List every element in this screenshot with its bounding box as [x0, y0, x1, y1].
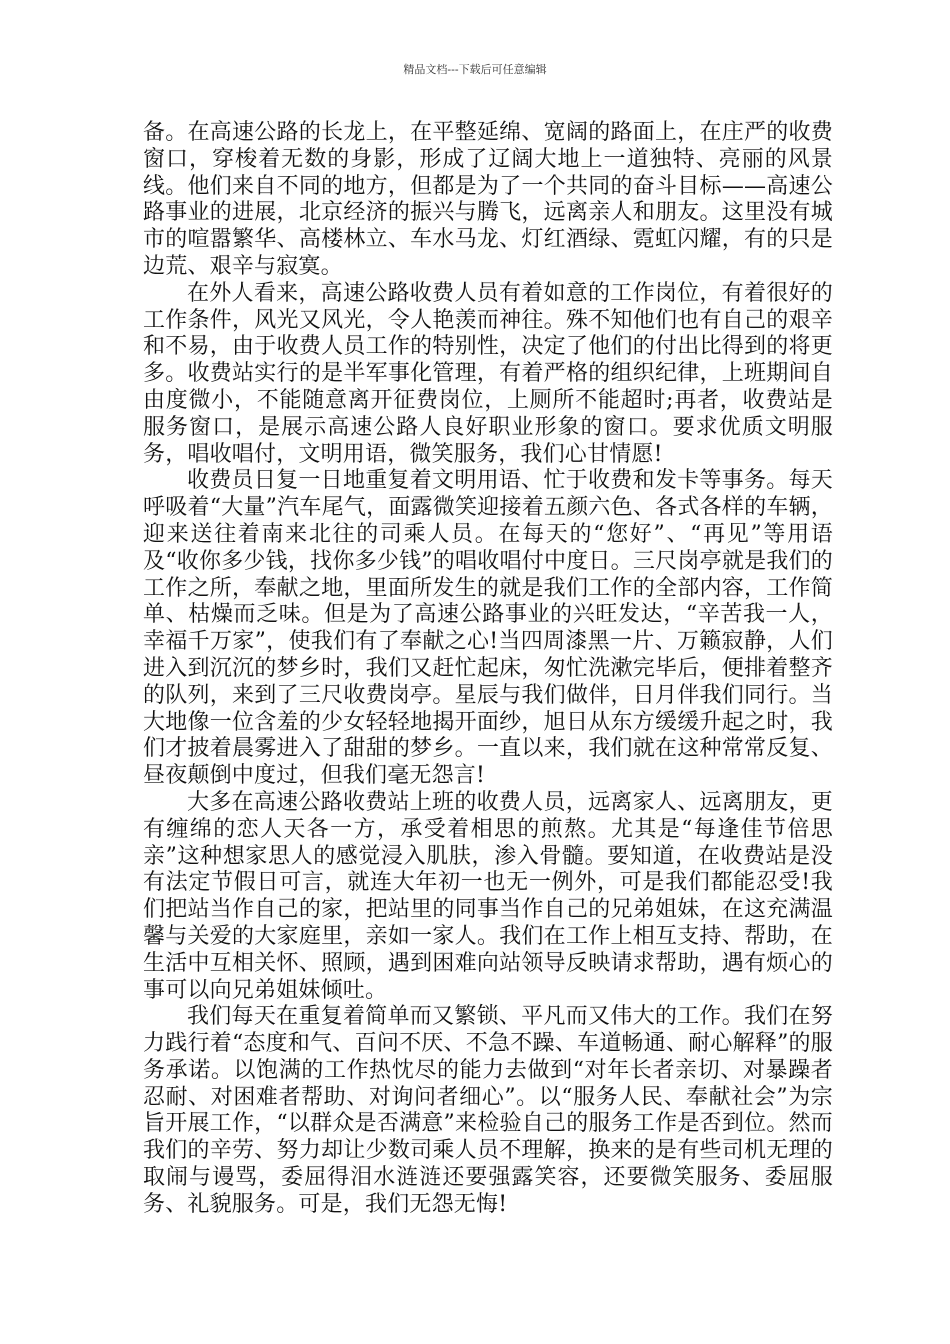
paragraph: 收费员日复一日地重复着文明用语、忙于收费和发卡等事务。每天呼吸着“大量”汽车尾气，面露微笑迎接着五颜六色、各式各样的车辆，迎来送往着南来北往的司乘人员。在每天的“您好”、“再见”等用语及“收你多少钱，找你多少钱”的唱收唱付中度日。三尺岗亭就是我们的工作之所，奉献之地，里面所发生的就是我们工作的全部内容，工作简单、枯燥而乏味。但是为了高速公路事业的兴旺发达，“辛苦我一人，幸福千万家”，使我们有了奉献之心!当四周漆黑一片、万籁寂静，人们进入到沉沉的梦乡时，我们又赶忙起床，匆忙洗漱完毕后，便排着整齐的队列，来到了三尺收费岗亭。星辰与我们做伴，日月伴我们同行。当大地像一位含羞的少女轻轻地揭开面纱，旭日从东方缓缓升起之时，我们才披着晨雾进入了甜甜的梦乡。一直以来，我们就在这种常常反复、昼夜颠倒中度过，但我们毫无怨言! — [143, 468, 833, 789]
paragraph: 备。在高速公路的长龙上，在平整延绵、宽阔的路面上，在庄严的收费窗口，穿梭着无数的身影，形成了辽阔大地上一道独特、亮丽的风景线。他们来自不同的地方，但都是为了一个共同的奋斗目标——高速公路事业的进展，北京经济的振兴与腾飞，远离亲人和朋友。这里没有城市的喧嚣繁华、高楼林立、车水马龙、灯红酒绿、霓虹闪耀，有的只是边荒、艰辛与寂寞。 — [143, 120, 833, 279]
document-body — [143, 120, 833, 1219]
paragraph: 我们每天在重复着简单而又繁锁、平凡而又伟大的工作。我们在努力践行着“态度和气、百问不厌、不急不躁、车道畅通、耐心解释”的服务承诺。以饱满的工作热忱尽的能力去做到“对年长者亲切、对暴躁者忍耐、对困难者帮助、对询问者细心”。以“服务人民、奉献社会”为宗旨开展工作，“以群众是否满意”来检验自己的服务工作是否到位。然而我们的辛劳、努力却让少数司乘人员不理解，换来的是有些司机无理的取闹与谩骂，委屈得泪水涟涟还要强露笑容，还要微笑服务、委屈服务、礼貌服务。可是，我们无怨无悔! — [143, 1004, 833, 1217]
paragraph: 在外人看来，高速公路收费人员有着如意的工作岗位，有着很好的工作条件，风光又风光，令人艳羡而神往。殊不知他们也有自己的艰辛和不易，由于收费人员工作的特别性，决定了他们的付出比得到的将更多。收费站实行的是半军事化管理，有着严格的组织纪律，上班期间自由度微小，不能随意离开征费岗位，上厕所不能超时;再者，收费站是服务窗口，是展示高速公路人良好职业形象的窗口。要求优质文明服务，唱收唱付，文明用语，微笑服务，我们心甘情愿! — [143, 280, 833, 467]
page-header: 精品文档---下载后可任意编辑 — [403, 63, 547, 76]
paragraph: 大多在高速公路收费站上班的收费人员，远离家人、远离朋友，更有缠绵的恋人天各一方，承受着相思的煎熬。尤其是“每逢佳节倍思亲”这种想家思人的感觉浸入肌肤，渗入骨髓。要知道，在收费站是没有法定节假日可言，就连大年初一也无一例外，可是我们都能忍受!我们把站当作自己的家，把站里的同事当作自己的兄弟姐妹，在这充满温馨与关爱的大家庭里，亲如一家人。我们在工作上相互支持、帮助，在生活中互相关怀、照顾，遇到困难向站领导反映请求帮助，遇有烦心的事可以向兄弟姐妹倾吐。 — [143, 789, 833, 1003]
